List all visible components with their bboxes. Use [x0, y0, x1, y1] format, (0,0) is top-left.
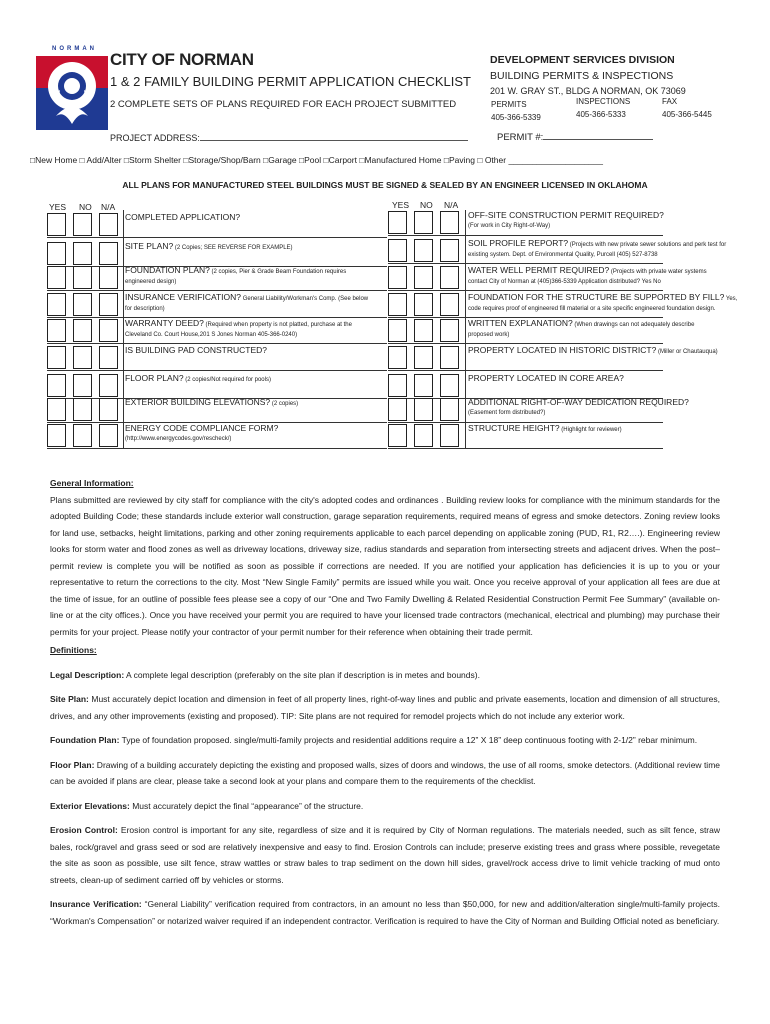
left-yes-header: YES — [49, 202, 67, 212]
right-item-label — [468, 319, 694, 338]
item-main-text: FOUNDATION PLAN? — [125, 265, 210, 275]
item-main-text: OFF-SITE CONSTRUCTION PERMIT REQUIRED? — [468, 210, 664, 220]
left-checkbox-no[interactable] — [73, 319, 92, 342]
right-no-header: NO — [420, 200, 433, 210]
left-checkbox-na[interactable] — [99, 374, 118, 397]
permits-label: PERMITS — [491, 100, 527, 109]
definition-text: “General Liability” verification required from contractors, in an amount no less than $50,000, for new and addition/alteration single/multi-family projects. “Workman's Compensation” or notarized waiver required if an independent contractor. Verification is required to have the City of Norman and Building Official noted as beneficiary. — [50, 899, 720, 926]
right-checkbox-na[interactable] — [440, 424, 459, 447]
left-checkbox-no[interactable] — [73, 346, 92, 369]
item-main-text: SITE PLAN? — [125, 241, 174, 251]
left-checkbox-yes[interactable] — [47, 266, 66, 289]
definition-item — [50, 822, 720, 888]
left-item-label — [125, 242, 293, 252]
definition-term: Exterior Elevations: — [50, 800, 130, 811]
row-divider — [388, 290, 663, 291]
inspections-phone: 405-366-5333 — [576, 110, 626, 119]
left-item-label — [125, 398, 298, 408]
steel-building-notice: ALL PLANS FOR MANUFACTURED STEEL BUILDINGS MUST BE SIGNED & SEALED BY AN ENGINEER LICENSED IN OKLAHOMA — [122, 180, 648, 190]
right-checkbox-no[interactable] — [414, 293, 433, 316]
fax-label: FAX — [662, 97, 678, 106]
item-note-text: for description) — [125, 305, 165, 312]
permit-number-label: PERMIT #: — [497, 132, 544, 143]
item-main-text: FOUNDATION FOR THE STRUCTURE BE SUPPORTED BY FILL? — [468, 292, 725, 302]
fax-phone: 405-366-5445 — [662, 110, 712, 119]
general-information — [50, 475, 720, 640]
permits-phone: 405-366-5339 — [491, 113, 541, 122]
left-item-label — [125, 424, 278, 443]
left-checkbox-yes[interactable] — [47, 242, 66, 265]
left-checkbox-no[interactable] — [73, 213, 92, 236]
definition-item — [50, 896, 720, 929]
definition-text: Type of foundation proposed. single/multi-family projects and residential additions require a 12” X 18” deep continuous footing with 2-1/2” rebar minimum. — [119, 735, 698, 745]
right-item-label — [468, 211, 664, 230]
left-item-label — [125, 213, 240, 222]
item-hint-text: Yes, — [724, 296, 738, 302]
right-checkbox-na[interactable] — [440, 211, 459, 234]
definition-text: A complete legal description (preferably on the site plan if description is in metes and bounds). — [124, 669, 480, 680]
right-checkbox-na[interactable] — [440, 319, 459, 342]
item-hint-text: (2 copies/Not required for pools) — [183, 377, 271, 383]
left-na-header: N/A — [101, 202, 116, 212]
definition-term: Foundation Plan: — [50, 735, 120, 745]
right-checkbox-yes[interactable] — [388, 319, 407, 342]
right-checkbox-na[interactable] — [440, 398, 459, 421]
definition-item — [50, 732, 720, 749]
item-hint-text: (2 copies, Pier & Grade Beam Foundation requires — [209, 269, 347, 275]
right-item-label — [468, 239, 726, 258]
left-item-label — [125, 293, 368, 312]
left-item-label — [125, 266, 346, 285]
definitions-heading: Definitions: — [50, 645, 97, 655]
item-main-text: WRITTEN EXPLANATION? — [468, 318, 573, 328]
right-checkbox-yes[interactable] — [388, 293, 407, 316]
definition-text: Must accurately depict location and dimension in feet of all property lines, right-of-way lines and public and private easements, location and dimension of all structures, drives, and any other improvements (existing and proposed). TIP: Site plans are not required for remodel projects which do not include any exterior work. — [50, 694, 721, 721]
right-checkbox-yes[interactable] — [388, 398, 407, 421]
right-column-divider — [465, 210, 466, 448]
item-note-text: proposed work) — [468, 331, 510, 338]
item-main-text: INSURANCE VERIFICATION? — [125, 292, 242, 302]
definition-item — [50, 667, 720, 684]
right-item-label — [468, 398, 689, 417]
left-item-label — [125, 319, 352, 338]
right-na-header: N/A — [444, 200, 459, 210]
right-checkbox-na[interactable] — [440, 374, 459, 397]
left-checkbox-yes[interactable] — [47, 346, 66, 369]
item-main-text: PROPERTY LOCATED IN HISTORIC DISTRICT? — [468, 345, 657, 355]
right-checkbox-na[interactable] — [440, 293, 459, 316]
definitions-list — [50, 667, 720, 930]
row-divider — [388, 343, 663, 344]
left-checkbox-no[interactable] — [73, 398, 92, 421]
department-name: BUILDING PERMITS & INSPECTIONS — [490, 70, 674, 82]
row-divider — [388, 235, 663, 236]
general-body: Plans submitted are reviewed by city staff for compliance with the city's adopted codes and ordinances . Building review looks for compliance with the minimum standards for the adopted Building Code; these standards include exterior wall construction, garage separation requirements, required means of egress and smoke detectors. Zoning review looks for land use, setbacks, height limitations, parking and other zoning requirements applicable to each parcel depending on applicable zoning (PUD, R1, R2….). Engineering review looks for storm water and flood zones as well as driveway locations, driveway size, radius standards and separation from intersecting streets and adjacent drives. When the post–permit review is complete you will be notified as soon as possible if corrections are needed. If you are notified your application has deficiencies it is up to you or your representative to return the corrections to the city. Most “New Single Family” permits are issued while you wait. Once you receive approval of your application all fees are due at the time of issue, for an outline of possible fees please see a copy of our “One and Two Family Dwelling & Related Residential Construction Permit Fee Summary” (available on-line or at the city offices.). Once you have received your permit you are required to have your licensed trade contractors (mechanical, electrical and plumbing) may purchase their permits for your project. Please notify your contractor of your permit number for their reference when obtaining their trade permit. — [50, 494, 720, 637]
item-hint-text: (Projects with new private sewer solutions and perk test for — [568, 242, 727, 248]
left-checkbox-yes[interactable] — [47, 213, 66, 236]
row-divider — [388, 263, 663, 264]
item-main-text: EXTERIOR BUILDING ELEVATIONS? — [125, 397, 271, 407]
item-note-text: existing system. Dept. of Environmental Quality, Purcell (405) 527-8738 — [468, 251, 658, 258]
left-checkbox-yes[interactable] — [47, 374, 66, 397]
project-address-label: PROJECT ADDRESS: — [110, 133, 200, 143]
right-checkbox-na[interactable] — [440, 346, 459, 369]
item-note-text: (Easement form distributed?) — [468, 410, 546, 417]
item-hint-text: (When drawings can not adequately describe — [572, 322, 695, 328]
right-checkbox-na[interactable] — [440, 239, 459, 262]
definition-term: Site Plan: — [50, 694, 89, 704]
item-hint-text: (2 Copies; SEE REVERSE FOR EXAMPLE) — [173, 245, 293, 251]
left-checkbox-no[interactable] — [73, 374, 92, 397]
right-checkbox-no[interactable] — [414, 211, 433, 234]
right-checkbox-no[interactable] — [414, 398, 433, 421]
item-hint-text: (Projects with private water systems — [609, 269, 707, 275]
project-address-field[interactable] — [110, 132, 468, 143]
item-main-text: WATER WELL PERMIT REQUIRED? — [468, 265, 610, 275]
definition-text: Drawing of a building accurately depicting the existing and proposed walls, sizes of doors and windows, the use of all rooms, smoke detectors. (Additional review time can be avoided if plans are clear, please take a second look at your plans and compare them to the requirements of the checklist. — [50, 759, 721, 786]
item-hint-text: (2 copies) — [270, 401, 299, 407]
left-no-header: NO — [79, 202, 92, 212]
definition-term: Legal Description: — [50, 669, 125, 680]
left-checkbox-yes[interactable] — [47, 319, 66, 342]
right-checkbox-na[interactable] — [440, 266, 459, 289]
left-checkbox-na[interactable] — [99, 319, 118, 342]
row-divider — [47, 317, 387, 318]
general-heading: General Information: — [50, 478, 134, 488]
item-hint-text: (Miller or Chautauqua) — [656, 349, 718, 355]
right-checkbox-yes[interactable] — [388, 374, 407, 397]
form-subtitle: 2 COMPLETE SETS OF PLANS REQUIRED FOR EACH PROJECT SUBMITTED — [110, 99, 457, 110]
project-type-options[interactable]: □New Home □ Add/Alter □Storm Shelter □Storage/Shop/Barn □Garage □Pool □Carport □Manufactured Home □Paving □ Other ____________________ — [30, 155, 603, 165]
right-checkbox-no[interactable] — [414, 266, 433, 289]
right-checkbox-no[interactable] — [414, 346, 433, 369]
right-checkbox-no[interactable] — [414, 239, 433, 262]
right-checkbox-yes[interactable] — [388, 239, 407, 262]
definition-item — [50, 757, 720, 790]
definition-item — [50, 691, 720, 724]
right-checkbox-yes[interactable] — [388, 346, 407, 369]
item-main-text: WARRANTY DEED? — [125, 318, 204, 328]
row-divider — [47, 237, 387, 238]
definition-term: Insurance Verification: — [50, 899, 142, 909]
item-note-text: (http://www.energycodes.gov/rescheck/) — [125, 436, 232, 443]
item-main-text: STRUCTURE HEIGHT? — [468, 423, 560, 433]
left-checkbox-na[interactable] — [99, 242, 118, 265]
division-name: DEVELOPMENT SERVICES DIVISION — [490, 54, 675, 66]
definition-text: Erosion control is important for any site, regardless of size and it is required by City of Norman regulations. The materials needed, such as silt fence, straw bales, rock/gravel and grass seed or sod are relatively inexpensive and easy to find. Erosion Controls can include; preserve existing trees and grass where possible, revegetate the site as soon as possible, use silt fence, straw wattles or straw bales to trap sediment on the down hill sides, gravel/rock access drive to limit vehicle tracking of mud onto streets, clean-up of sediment carried off by vehicles or storms. — [50, 825, 720, 885]
right-item-label — [468, 374, 624, 383]
left-checkbox-no[interactable] — [73, 242, 92, 265]
right-item-label — [468, 346, 718, 356]
item-note-text: Cleveland Co. Court House,201 S Jones Norman 405-366-0240) — [125, 331, 298, 338]
left-checkbox-na[interactable] — [99, 424, 118, 447]
row-divider — [47, 343, 387, 344]
row-divider — [47, 370, 387, 371]
city-title: CITY OF NORMAN — [110, 50, 254, 69]
left-checkbox-na[interactable] — [99, 213, 118, 236]
right-item-label — [468, 293, 737, 312]
right-checkbox-no[interactable] — [414, 424, 433, 447]
row-divider — [388, 370, 663, 371]
logo-text: NORMAN — [52, 46, 97, 52]
item-main-text: FLOOR PLAN? — [125, 373, 184, 383]
item-hint-text: (Required when property is not platted, purchase at the — [203, 322, 352, 328]
definitions — [50, 642, 720, 929]
right-checkbox-no[interactable] — [414, 374, 433, 397]
definition-term: Floor Plan: — [50, 759, 95, 770]
item-main-text: SOIL PROFILE REPORT? — [468, 238, 569, 248]
right-checkbox-no[interactable] — [414, 319, 433, 342]
row-divider — [47, 448, 387, 449]
item-main-text: ENERGY CODE COMPLIANCE FORM? — [125, 423, 279, 433]
left-checkbox-no[interactable] — [73, 293, 92, 316]
left-item-label — [125, 374, 271, 384]
right-item-label — [468, 266, 707, 285]
left-checkbox-na[interactable] — [99, 266, 118, 289]
item-main-text: ADDITIONAL RIGHT-OF-WAY DEDICATION REQUIRED? — [468, 397, 689, 407]
form-title: 1 & 2 FAMILY BUILDING PERMIT APPLICATION CHECKLIST — [110, 74, 471, 89]
item-note-text: code requires proof of engineered fill material or a site specific engineered foundation design. — [468, 305, 716, 312]
definition-term: Erosion Control: — [50, 825, 118, 835]
definition-item — [50, 798, 720, 815]
item-note-text: engineered design) — [125, 278, 177, 285]
item-note-text: (For work in City Right-of-Way) — [468, 223, 551, 230]
left-checkbox-na[interactable] — [99, 398, 118, 421]
definition-text: Must accurately depict the final “appearance” of the structure. — [129, 800, 364, 811]
item-main-text: PROPERTY LOCATED IN CORE AREA? — [468, 373, 624, 383]
right-checkbox-yes[interactable] — [388, 424, 407, 447]
left-item-label — [125, 346, 267, 355]
right-yes-header: YES — [392, 200, 410, 210]
left-checkbox-na[interactable] — [99, 293, 118, 316]
row-divider — [47, 290, 387, 291]
item-main-text: IS BUILDING PAD CONSTRUCTED? — [125, 345, 268, 355]
permit-number-field[interactable] — [497, 131, 653, 143]
left-checkbox-yes[interactable] — [47, 293, 66, 316]
left-checkbox-yes[interactable] — [47, 424, 66, 447]
right-checkbox-yes[interactable] — [388, 211, 407, 234]
item-note-text: contact City of Norman at (405)366-5339 Application distributed? Yes No — [468, 278, 661, 285]
left-checkbox-no[interactable] — [73, 266, 92, 289]
item-hint-text: (Highlight for reviewer) — [559, 427, 622, 433]
item-hint-text: General Liability/Workman's Comp. (See below — [241, 296, 369, 302]
left-checkbox-no[interactable] — [73, 424, 92, 447]
row-divider — [388, 448, 663, 449]
left-column-divider — [123, 210, 124, 448]
city-of-norman-logo — [36, 46, 108, 130]
item-main-text: COMPLETED APPLICATION? — [125, 212, 241, 222]
left-checkbox-yes[interactable] — [47, 398, 66, 421]
inspections-label: INSPECTIONS — [576, 97, 631, 106]
left-checkbox-na[interactable] — [99, 346, 118, 369]
office-address: 201 W. GRAY ST., BLDG A NORMAN, OK 73069 — [490, 86, 686, 96]
right-item-label — [468, 424, 622, 434]
right-checkbox-yes[interactable] — [388, 266, 407, 289]
